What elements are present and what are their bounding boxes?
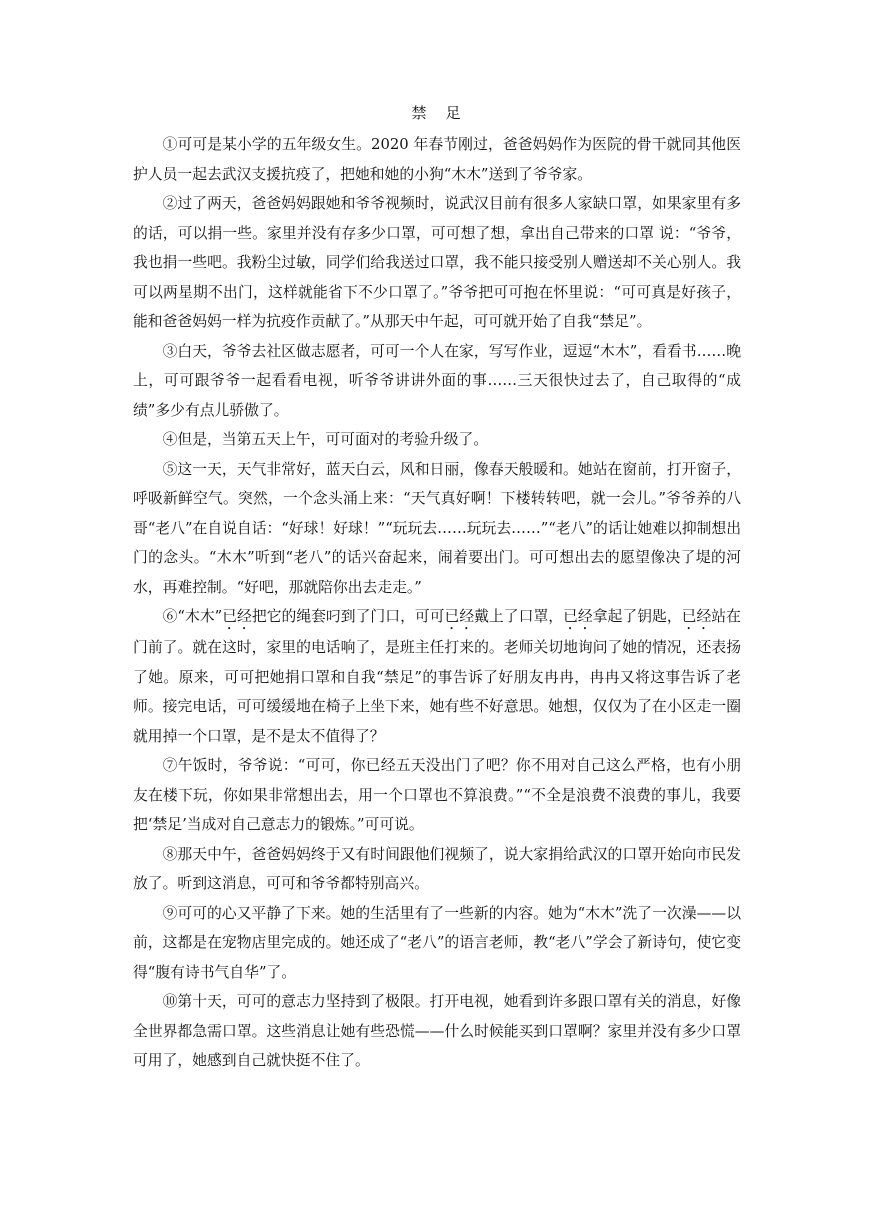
paragraph-5: ⑤这一天，天气非常好，蓝天白云，风和日丽，像春天般暖和。她站在窗前，打开窗子，呼吸新鲜空气。突然，一个念头涌上来：“天气真好啊！下楼转转吧，就一会儿。”爷爷养的八哥“老八”在自说自话：“好球！好球！”“玩玩去……玩玩去……”“老八”的话让她难以抑制想出门的念头。“木木”听到“老八”的话兴奋起来，闹着要出门。可可想出去的愿望像决了堤的河水，再难控制。“好吧，那就陪你出去走走。” <box>133 460 742 596</box>
paragraph-8: ⑧那天中午，爸爸妈妈终于又有时间跟他们视频了，说大家捐给武汉的口罩开始向市民发放了。听到这消息，可可和爷爷都特别高兴。 <box>133 845 741 892</box>
paragraph-4: ④但是，当第五天上午，可可面对的考验升级了。 <box>162 431 489 448</box>
paragraph-6-text: 站在门前了。就在这时，家里的电话响了，是班主任打来的。老师关切地询问了她的情况，还表扬了她。原来，可可把她捐口罩和自我“禁足”的事告诉了好朋友冉冉，冉冉又将这事告诉了老师。接完电话，可可缓缓地在椅子上坐下来，她有些不好意思。她想，仅仅为了在小区走一圈就用掉一个口罩，是不是太不值得了？ <box>133 608 741 745</box>
paragraph-1: ①可可是某小学的五年级女生。2020 年春节刚过，爸爸妈妈作为医院的骨干就同其他医护人员一起去武汉支援抗疫了，把她和她的小狗“木木”送到了爷爷家。 <box>133 136 741 183</box>
paragraph-6-text: 把它的绳套叼到了门口，可可 <box>251 608 445 625</box>
paragraph-3: ③白天，爷爷去社区做志愿者，可可一个人在家，写写作业，逗逗“木木”，看看书……晚上，可可跟爷爷一起看看电视，听爷爷讲讲外面的事……三天很快过去了，自己取得的“成绩”多少有点儿骄傲了。 <box>133 342 741 419</box>
paragraph-2: ②过了两天，爸爸妈妈跟她和爷爷视频时，说武汉目前有很多人家缺口罩，如果家里有多的话，可以捐一些。家里并没有存多少口罩，可可想了想，拿出自己带来的口罩 说：“爷爷，我也捐一些吧。我粉尘过敏，同学们给我送过口罩，我不能只接受别人赠送却不关心别人。我可以两星期不出门，这样就能省下不少口罩了。”爷爷把可可抱在怀里说：“可可真是好孩子，能和爸爸妈妈一样为抗疫作贡献了。”从那天中午起，可可就开始了自我“禁足”。 <box>133 195 741 330</box>
article-title: 禁 足 <box>411 104 463 122</box>
emphasized-word: 已经 <box>222 608 252 625</box>
paragraph-6-text: 戴上了口罩， <box>474 608 564 625</box>
paragraph-6 <box>133 602 741 751</box>
emphasized-word: 已经 <box>681 608 712 625</box>
emphasized-word: 已经 <box>563 608 593 625</box>
paragraph-10: ⑩第十天，可可的意志力坚持到了极限。打开电视，她看到许多跟口罩有关的消息，好像全世界都急需口罩。这些消息让她有些恐慌——什么时候能买到口罩啊？家里并没有多少口罩可用了，她感到自己就快挺不住了。 <box>133 993 741 1069</box>
paragraph-9: ⑨可可的心又平静了下来。她的生活里有了一些新的内容。她为“木木”洗了一次澡——以前，这都是在宠物店里完成的。她还成了“老八”的语言老师，教“老八”学会了新诗句，使它变得“腹有诗书气自华”了。 <box>133 904 741 981</box>
paragraph-6-text: 拿起了钥匙， <box>592 608 682 625</box>
emphasized-word: 已经 <box>444 608 475 625</box>
document-page <box>133 102 741 1076</box>
paragraph-7: ⑦午饭时，爷爷说：“可可，你已经五天没出门了吧？你不用对自己这么严格，也有小朋友在楼下玩，你如果非常想出去，用一个口罩也不算浪费。”“不全是浪费不浪费的事儿，我要把‘禁足’当成对自己意志力的锻炼。”可可说。 <box>133 757 741 833</box>
paragraph-6-text: ⑥“木木” <box>162 608 223 625</box>
